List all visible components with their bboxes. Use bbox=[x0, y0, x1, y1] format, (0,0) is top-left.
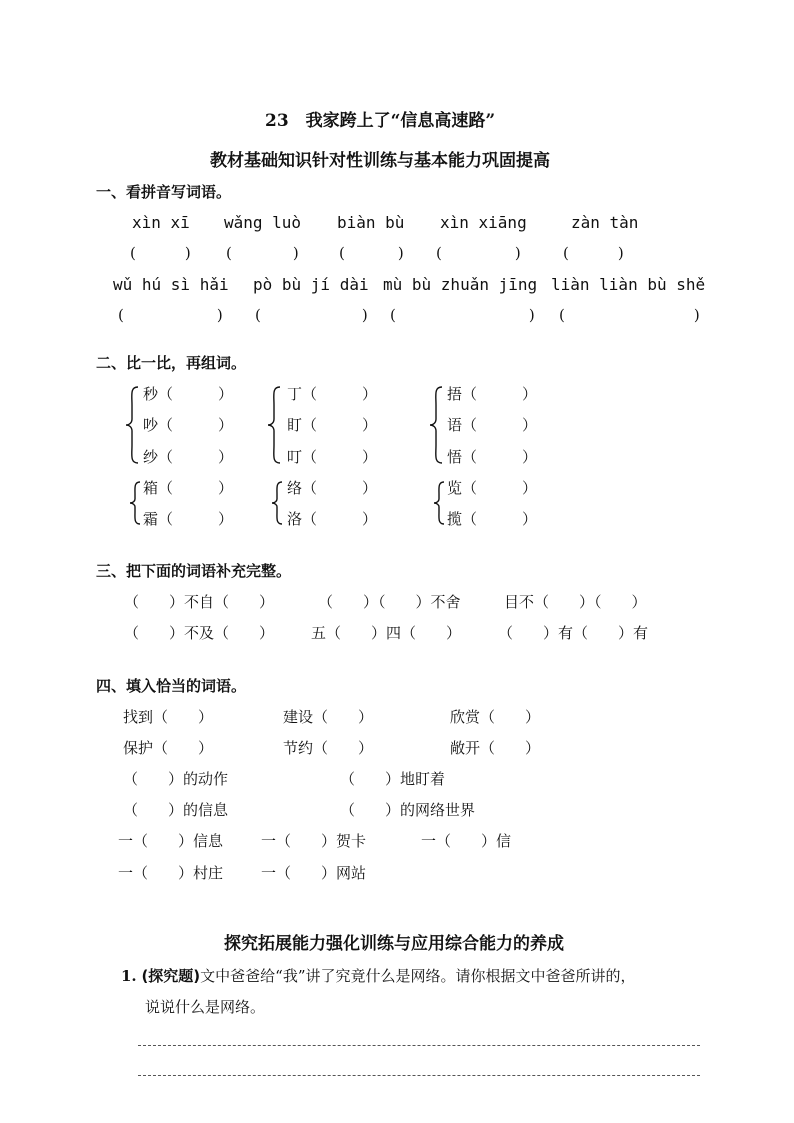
brace-icon bbox=[432, 480, 446, 526]
pinyin-item: mù bù zhuǎn jīng bbox=[383, 275, 538, 294]
idiom-item: 目不（ ）（ ） bbox=[504, 593, 647, 611]
answer-blank[interactable]: ( ) bbox=[226, 244, 303, 262]
fill-item: 欣赏（ ） bbox=[450, 708, 541, 726]
fill-item: 一（ ）村庄 bbox=[118, 864, 224, 882]
section-4-heading: 四、填入恰当的词语。 bbox=[96, 677, 247, 695]
page-title: 23 我家跨上了“信息高速路” bbox=[265, 111, 496, 131]
fill-item: （ ）的动作 bbox=[123, 770, 229, 788]
answer-line[interactable] bbox=[138, 1075, 700, 1076]
idiom-item: 五（ ）四（ ） bbox=[311, 624, 462, 642]
fill-item: 一（ ）网站 bbox=[261, 864, 367, 882]
pinyin-item: xìn xī bbox=[132, 213, 190, 232]
fill-item: 找到（ ） bbox=[123, 708, 214, 726]
idiom-item: （ ）不及（ ） bbox=[124, 624, 275, 642]
compare-item: 叮（ ） bbox=[287, 448, 378, 466]
answer-blank[interactable]: ( ) bbox=[559, 306, 721, 324]
question-tag: (探究题) bbox=[141, 967, 201, 985]
answer-blank[interactable]: ( ) bbox=[436, 244, 528, 262]
compare-item: 洛（ ） bbox=[287, 510, 378, 528]
question-number: 1. bbox=[121, 967, 137, 985]
compare-item: 览（ ） bbox=[447, 479, 538, 497]
answer-blank[interactable]: ( ) bbox=[255, 306, 382, 324]
answer-blank[interactable]: ( ) bbox=[339, 244, 406, 262]
fill-item: 节约（ ） bbox=[283, 739, 374, 757]
compare-item: 语（ ） bbox=[447, 416, 538, 434]
pinyin-item: pò bù jí dài bbox=[253, 275, 369, 294]
brace-icon bbox=[128, 480, 142, 526]
pinyin-item: wǔ hú sì hǎi bbox=[113, 275, 229, 294]
fill-item: （ ）的信息 bbox=[123, 801, 229, 819]
compare-item: 吵（ ） bbox=[143, 416, 234, 434]
question-1 bbox=[121, 965, 636, 986]
fill-item: 一（ ）信息 bbox=[118, 832, 224, 850]
brace-icon bbox=[266, 385, 282, 465]
pinyin-item: wǎng luò bbox=[224, 213, 302, 232]
pinyin-item: xìn xiāng bbox=[440, 213, 527, 232]
compare-item: 箱（ ） bbox=[143, 479, 234, 497]
fill-item: 建设（ ） bbox=[283, 708, 374, 726]
fill-item: （ ）地盯着 bbox=[340, 770, 446, 788]
fill-item: 敞开（ ） bbox=[450, 739, 541, 757]
section-2-heading: 二、比一比，再组词。 bbox=[96, 354, 247, 372]
fill-item: 一（ ）信 bbox=[421, 832, 512, 850]
compare-item: 丁（ ） bbox=[287, 385, 378, 403]
brace-icon bbox=[270, 480, 284, 526]
brace-icon bbox=[428, 385, 444, 465]
compare-item: 霜（ ） bbox=[143, 510, 234, 528]
pinyin-item: liàn liàn bù shě bbox=[551, 275, 706, 294]
answer-blank[interactable]: ( ) bbox=[130, 244, 192, 262]
pinyin-item: biàn bù bbox=[337, 213, 405, 232]
compare-item: 揽（ ） bbox=[447, 510, 538, 528]
fill-item: 一（ ）贺卡 bbox=[261, 832, 367, 850]
answer-blank[interactable]: ( ) bbox=[118, 306, 235, 324]
answer-blank[interactable]: ( ) bbox=[563, 244, 625, 262]
compare-item: 秒（ ） bbox=[143, 385, 234, 403]
compare-item: 络（ ） bbox=[287, 479, 378, 497]
part-2-heading: 探究拓展能力强化训练与应用综合能力的养成 bbox=[224, 934, 564, 954]
compare-item: 盯（ ） bbox=[287, 416, 378, 434]
answer-line[interactable] bbox=[138, 1045, 700, 1046]
section-1-heading: 一、看拼音写词语。 bbox=[96, 183, 232, 201]
section-3-heading: 三、把下面的词语补充完整。 bbox=[96, 562, 292, 580]
compare-item: 悟（ ） bbox=[447, 448, 538, 466]
idiom-item: （ ）有（ ）有 bbox=[498, 624, 649, 642]
page-subtitle: 教材基础知识针对性训练与基本能力巩固提高 bbox=[210, 151, 550, 171]
compare-item: 捂（ ） bbox=[447, 385, 538, 403]
pinyin-item: zàn tàn bbox=[571, 213, 639, 232]
idiom-item: （ ）不自（ ） bbox=[124, 593, 275, 611]
question-text-cont: 说说什么是网络。 bbox=[145, 998, 266, 1016]
idiom-item: （ ）（ ）不舍 bbox=[318, 593, 461, 611]
fill-item: （ ）的网络世界 bbox=[340, 801, 476, 819]
fill-item: 保护（ ） bbox=[123, 739, 214, 757]
answer-blank[interactable]: ( ) bbox=[390, 306, 557, 324]
question-text: 文中爸爸给“我”讲了究竟什么是网络。请你根据文中爸爸所讲的， bbox=[200, 967, 636, 985]
compare-item: 纱（ ） bbox=[143, 448, 234, 466]
brace-icon bbox=[124, 385, 140, 465]
